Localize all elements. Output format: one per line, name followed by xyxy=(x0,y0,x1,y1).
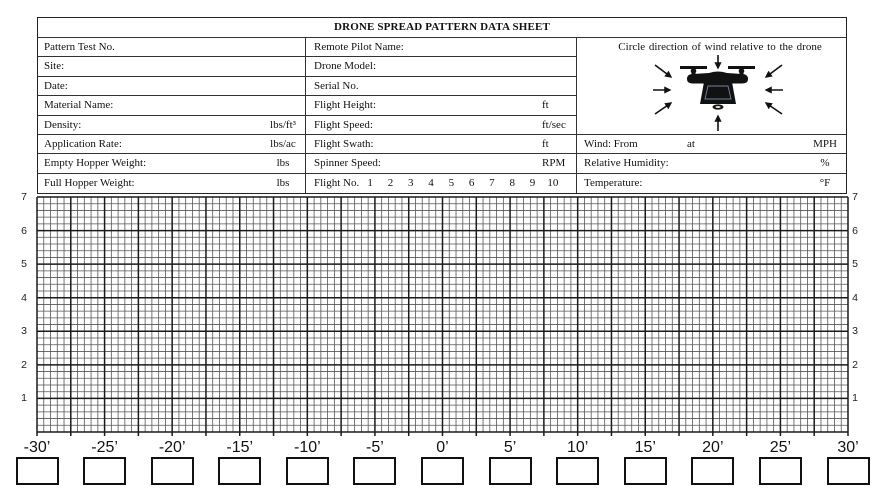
x-axis-label: -25’ xyxy=(91,439,118,456)
spread-entry-box[interactable] xyxy=(421,457,464,485)
y-axis-label-left: 5 xyxy=(21,258,27,271)
field-label: Wind: From xyxy=(584,137,638,150)
field-label: Application Rate: xyxy=(44,137,122,150)
field-label: Remote Pilot Name: xyxy=(314,41,404,53)
field-label: Pattern Test No. xyxy=(44,41,115,53)
flight-number-option: 6 xyxy=(468,176,475,189)
x-axis-label: 30’ xyxy=(837,439,859,456)
field-unit: lbs xyxy=(276,176,290,189)
spread-entry-box[interactable] xyxy=(353,457,396,485)
y-axis-label-right: 2 xyxy=(852,358,858,371)
x-axis-label: 0’ xyxy=(436,439,449,456)
field-unit: ft xyxy=(542,99,549,112)
field-label: Flight Swath: xyxy=(314,137,374,150)
y-axis-label-right: 7 xyxy=(852,191,858,203)
spread-entry-box[interactable] xyxy=(489,457,532,485)
field-label: Serial No. xyxy=(314,79,359,92)
field-unit: ft/sec xyxy=(542,118,566,131)
sheet-title: DRONE SPREAD PATTERN DATA SHEET xyxy=(38,18,846,38)
field-unit: ft xyxy=(542,137,549,150)
spread-entry-box[interactable] xyxy=(759,457,802,485)
field-label: Full Hopper Weight: xyxy=(44,176,135,189)
flight-number-option: 8 xyxy=(509,176,515,189)
x-axis-label: 20’ xyxy=(702,439,724,456)
field-label-at: at xyxy=(687,137,695,150)
x-axis-label: 5’ xyxy=(503,439,517,456)
field-label: Flight Height: xyxy=(314,99,377,112)
y-axis-label-right: 5 xyxy=(852,258,858,271)
field-label: Drone Model: xyxy=(314,60,377,73)
flight-number-option: 9 xyxy=(529,176,536,189)
spread-entry-box[interactable] xyxy=(827,457,870,485)
field-label: Temperature: xyxy=(584,176,643,189)
spread-entry-box[interactable] xyxy=(691,457,734,485)
y-axis-label-left: 1 xyxy=(21,392,27,405)
x-axis-label: 25’ xyxy=(769,439,792,456)
x-axis-label: -20’ xyxy=(158,439,186,456)
flight-number-option: 1 xyxy=(367,176,373,189)
spread-entry-box[interactable] xyxy=(16,457,59,485)
flight-number-option: 7 xyxy=(489,176,495,189)
field-unit: lbs xyxy=(276,157,290,170)
x-axis-label: -10’ xyxy=(293,439,321,456)
flight-number-option: 10 xyxy=(547,176,559,189)
y-axis-label-right: 6 xyxy=(852,224,858,237)
field-label: Material Name: xyxy=(44,99,114,112)
wind-diagram-caption: Circle direction of wind relative to the drone xyxy=(618,41,822,53)
y-axis-label-left: 3 xyxy=(21,325,27,338)
field-label: Spinner Speed: xyxy=(314,157,381,170)
field-label: Flight No. xyxy=(314,176,360,189)
y-axis-label-right: 3 xyxy=(852,325,858,338)
flight-number-option: 5 xyxy=(448,176,455,189)
spread-entry-box[interactable] xyxy=(151,457,194,485)
x-axis-label: 10’ xyxy=(566,439,589,456)
spread-entry-box[interactable] xyxy=(556,457,599,485)
y-axis-label-left: 7 xyxy=(21,191,27,203)
y-axis-label-left: 4 xyxy=(21,291,27,304)
field-label: Empty Hopper Weight: xyxy=(44,157,147,170)
spread-entry-box[interactable] xyxy=(286,457,329,485)
x-axis-label: -15’ xyxy=(226,439,254,456)
x-axis-label: 15’ xyxy=(634,439,656,456)
field-unit: °F xyxy=(819,176,831,189)
flight-number-option: 3 xyxy=(407,176,414,189)
field-unit: RPM xyxy=(542,157,566,170)
spread-entry-box[interactable] xyxy=(218,457,261,485)
field-unit: % xyxy=(820,157,830,170)
spread-entry-box[interactable] xyxy=(624,457,667,485)
field-unit: MPH xyxy=(813,137,837,150)
field-label: Flight Speed: xyxy=(314,118,373,131)
y-axis-label-left: 6 xyxy=(21,224,27,237)
field-label: Density: xyxy=(44,118,82,131)
field-label: Date: xyxy=(44,79,68,92)
x-axis-label: -30’ xyxy=(23,439,51,456)
y-axis-label-right: 1 xyxy=(852,392,858,405)
flight-number-option: 2 xyxy=(387,176,394,189)
y-axis-label-left: 2 xyxy=(21,358,27,371)
field-unit: lbs/ac xyxy=(270,137,296,150)
field-label: Relative Humidity: xyxy=(584,157,669,170)
y-axis-label-right: 4 xyxy=(852,291,858,304)
field-unit: lbs/ft³ xyxy=(270,118,296,131)
x-axis-label: -5’ xyxy=(366,439,384,456)
flight-number-option: 4 xyxy=(428,176,434,189)
field-label: Site: xyxy=(44,60,65,73)
spread-entry-box[interactable] xyxy=(83,457,126,485)
